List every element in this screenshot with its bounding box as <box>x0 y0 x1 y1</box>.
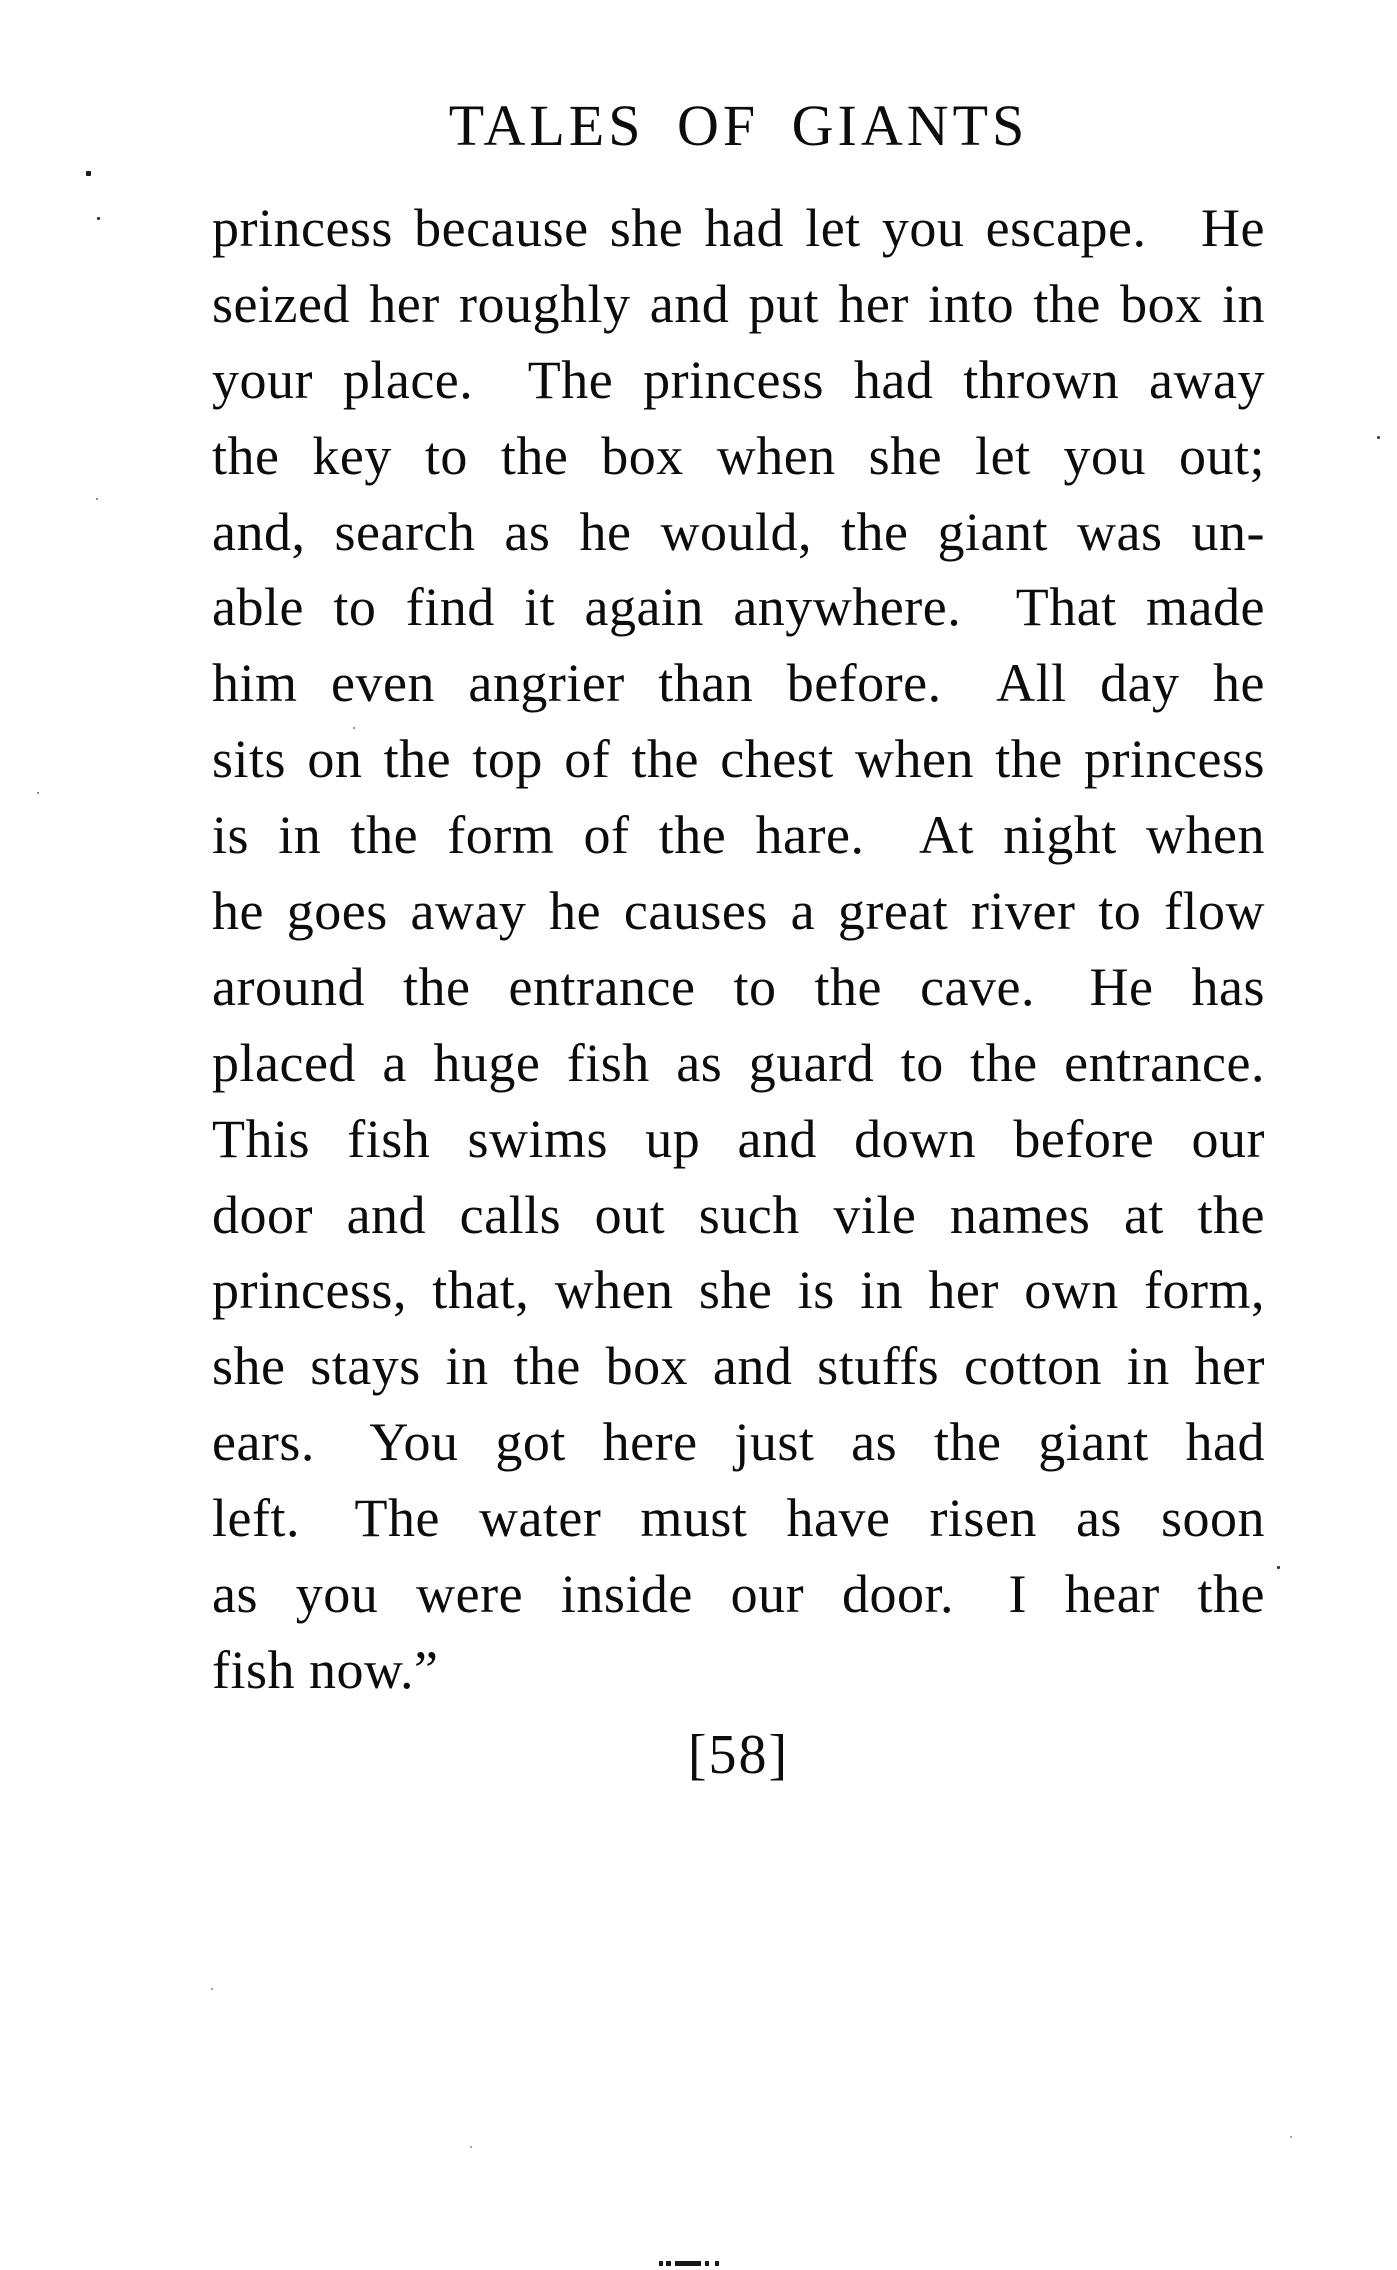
page-number: [58] <box>687 1724 790 1786</box>
body-line: door and calls out such vile names at the <box>212 1184 1265 1245</box>
scan-artifact-dash <box>705 2261 709 2266</box>
body-line: placed a huge fish as guard to the entrance. <box>212 1032 1265 1093</box>
body-line: sits on the top of the chest when the princess <box>212 729 1265 790</box>
body-paragraph <box>212 191 1265 1709</box>
body-line: is in the form of the hare. At night when <box>212 805 1265 866</box>
ink-speck <box>96 498 98 500</box>
body-line: your place. The princess had thrown away <box>212 349 1265 410</box>
body-line: ears. You got here just as the giant had <box>212 1412 1265 1473</box>
body-line: seized her roughly and put her into the box in <box>212 273 1265 334</box>
body-line: princess because she had let you escape. He <box>212 198 1265 258</box>
body-line: the key to the box when she let you out; <box>212 425 1265 486</box>
ink-speck <box>353 727 355 729</box>
body-line: This fish swims up and down before our <box>212 1108 1265 1169</box>
ink-speck <box>37 792 39 794</box>
scan-artifact-dash <box>715 2261 719 2266</box>
body-line: and, search as he would, the giant was un- <box>212 501 1265 562</box>
scan-artifact-dash <box>659 2261 663 2266</box>
body-line: as you were inside our door. I hear the <box>212 1564 1265 1625</box>
ink-speck <box>211 1988 213 1990</box>
ink-speck <box>86 171 91 176</box>
ink-speck <box>1377 436 1380 439</box>
body-line: able to find it again anywhere. That made <box>212 577 1265 638</box>
body-line: he goes away he causes a great river to flow <box>212 881 1265 942</box>
page-title: TALES OF GIANTS <box>448 93 1029 158</box>
ink-speck <box>1277 1566 1280 1569</box>
body-line: around the entrance to the cave. He has <box>212 956 1265 1017</box>
ink-speck <box>1290 2136 1292 2138</box>
ink-speck <box>470 2146 472 2148</box>
body-line: left. The water must have risen as soon <box>212 1488 1265 1549</box>
body-line: fish now.” <box>212 1639 439 1700</box>
body-line: him even angrier than before. All day he <box>212 653 1265 714</box>
ink-speck <box>97 217 100 220</box>
body-line: she stays in the box and stuffs cotton in her <box>212 1336 1265 1397</box>
scan-artifact-dash <box>675 2261 701 2266</box>
body-line: princess, that, when she is in her own form, <box>212 1260 1265 1321</box>
scan-artifact-dash <box>666 2261 671 2266</box>
